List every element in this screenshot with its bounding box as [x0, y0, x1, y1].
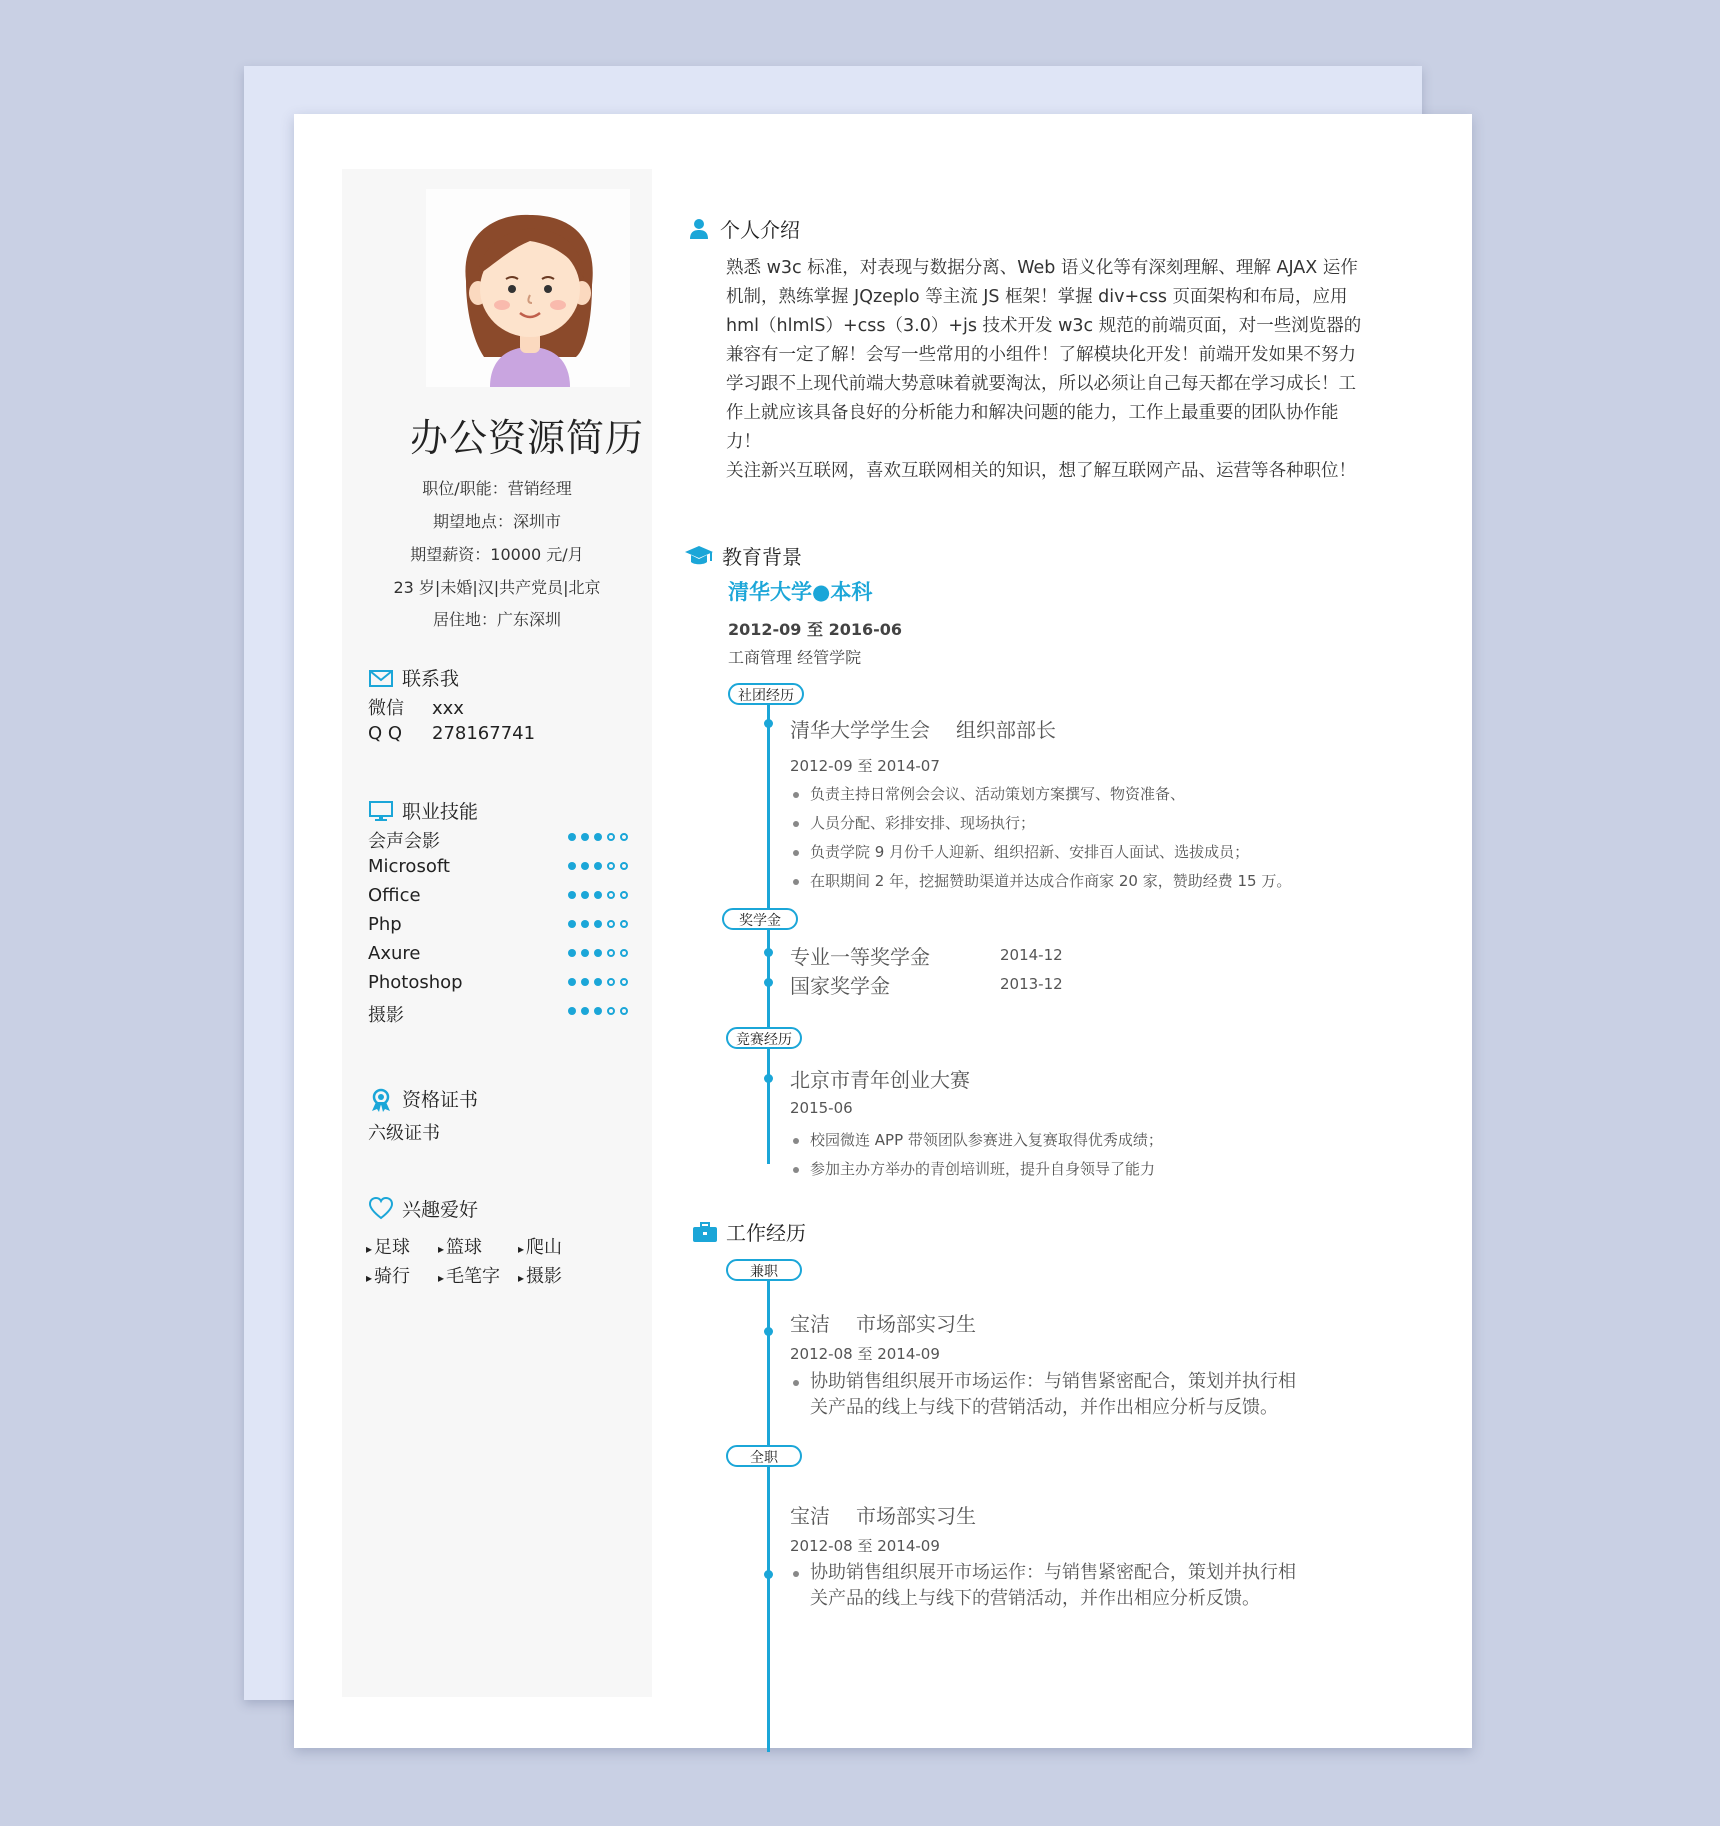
scholarship-date: 2013-12 [1000, 975, 1063, 993]
skill-dot [594, 862, 602, 870]
hobby-item: ▸ 爬山 [518, 1233, 562, 1259]
list-item: 参加主办方举办的青创培训班，提升自身领导了能力 [790, 1155, 1163, 1184]
skill-row [368, 914, 628, 935]
scholarship-name: 国家奖学金 [790, 974, 890, 998]
skills-title: 职业技能 [402, 801, 479, 823]
skill-dot [581, 949, 589, 957]
fulltime-tag: 全职 [726, 1445, 802, 1467]
scholarship-date: 2014-12 [1000, 946, 1063, 964]
work-heading [692, 1217, 806, 1246]
skill-dot [581, 920, 589, 928]
skill-dot [568, 1007, 576, 1015]
club-dates: 2012-09 至 2014-07 [790, 757, 940, 775]
club-tag: 社团经历 [728, 683, 804, 705]
resume-page [294, 114, 1472, 1748]
hobby-item: ▸ 骑行 [366, 1262, 410, 1288]
skill-dot [620, 978, 628, 986]
contact-title: 联系我 [402, 668, 460, 690]
skill-level-dots [568, 891, 628, 899]
skill-level-dots [568, 833, 628, 841]
skill-level-dots [568, 949, 628, 957]
skill-name: Axure [368, 943, 421, 964]
heart-icon [368, 1197, 394, 1221]
skill-dot [594, 920, 602, 928]
hobby-item: ▸ 摄影 [518, 1262, 562, 1288]
timeline-dot [764, 948, 773, 957]
intro-title: 个人介绍 [720, 218, 800, 242]
location-line: 期望地点：深圳市 [432, 512, 561, 531]
skill-dot [594, 833, 602, 841]
scholarship-name: 专业一等奖学金 [790, 945, 930, 969]
intro-heading [686, 214, 800, 243]
resume-name: 办公资源简历 [409, 416, 644, 460]
competition-name: 北京市青年创业大赛 [790, 1068, 970, 1092]
skill-dot [568, 862, 576, 870]
skill-dot [594, 978, 602, 986]
fulltime-dates: 2012-08 至 2014-09 [790, 1537, 940, 1555]
club-bullets [790, 780, 1291, 896]
parttime-dates: 2012-08 至 2014-09 [790, 1345, 940, 1363]
parttime-bullets [790, 1369, 1310, 1421]
list-item: 协助销售组织展开市场运作：与销售紧密配合，策划并执行相关产品的线上与线下的营销活动，并作出相应分析与反馈。 [790, 1369, 1310, 1421]
skill-dot [581, 833, 589, 841]
timeline-dot [764, 719, 773, 728]
timeline-dot [764, 1570, 773, 1579]
skill-dot [620, 920, 628, 928]
fulltime-bullets [790, 1560, 1310, 1612]
contact-wechat [368, 694, 464, 720]
skill-dot [607, 978, 615, 986]
education-title: 教育背景 [722, 545, 802, 569]
education-heading [684, 541, 802, 570]
skill-dot [620, 949, 628, 957]
skill-dot [607, 949, 615, 957]
hobbies-heading [368, 1195, 478, 1222]
salary-line: 期望薪资：10000 元/月 [410, 545, 584, 564]
skill-row [368, 827, 628, 853]
skill-dot [581, 1007, 589, 1015]
list-item: 校园微连 APP 带领团队参赛进入复赛取得优秀成绩； [790, 1126, 1163, 1155]
skill-row [368, 856, 628, 877]
school-name: 清华大学●本科 [728, 580, 873, 604]
skill-dot [594, 1007, 602, 1015]
skill-dot [607, 891, 615, 899]
intro-text [726, 254, 1366, 486]
work-timeline [767, 1272, 770, 1752]
timeline-dot [764, 1074, 773, 1083]
list-item: 人员分配、彩排安排、现场执行； [790, 809, 1291, 838]
skill-dot [594, 891, 602, 899]
skill-dot [620, 891, 628, 899]
skill-name: Microsoft [368, 856, 450, 877]
basic-info-line: 23 岁|未婚|汉|共产党员|北京 [393, 578, 601, 597]
hobby-item: ▸ 足球 [366, 1233, 410, 1259]
skills-heading [368, 797, 478, 824]
parttime-tag: 兼职 [726, 1259, 802, 1281]
club-role: 组织部部长 [956, 718, 1056, 742]
list-item: 协助销售组织展开市场运作：与销售紧密配合，策划并执行相关产品的线上与线下的营销活动，并作出相应分析反馈。 [790, 1560, 1310, 1612]
certificates-title: 资格证书 [402, 1089, 479, 1111]
fulltime-role: 市场部实习生 [856, 1504, 976, 1528]
residence-line: 居住地：广东深圳 [432, 610, 561, 629]
timeline-dot [764, 1327, 773, 1336]
club-title [790, 714, 1056, 743]
skill-dot [620, 1007, 628, 1015]
competition-date: 2015-06 [790, 1099, 853, 1117]
competition-tag: 竞赛经历 [726, 1027, 802, 1049]
mail-icon [368, 666, 394, 690]
fulltime-company: 宝洁 [790, 1504, 830, 1528]
skill-name: 摄影 [368, 1005, 404, 1026]
position-line: 职位/职能：营销经理 [422, 479, 572, 498]
skill-name: Php [368, 914, 402, 935]
contact-label: 微信 [368, 698, 404, 719]
monitor-icon [368, 799, 394, 823]
list-item: 负责主持日常例会会议、活动策划方案撰写、物资准备、 [790, 780, 1291, 809]
graduation-cap-icon [684, 544, 714, 568]
award-ribbon-icon [368, 1087, 394, 1111]
skill-row [368, 972, 628, 993]
skill-dot [568, 891, 576, 899]
contact-value: xxx [432, 698, 464, 719]
person-icon [686, 217, 712, 241]
skill-dot [594, 949, 602, 957]
avatar [426, 189, 630, 387]
sidebar [342, 169, 652, 1697]
timeline-dot [764, 978, 773, 987]
skill-dot [581, 978, 589, 986]
hobby-item: ▸ 毛笔字 [438, 1262, 500, 1288]
intro-paragraph: 熟悉 w3c 标准，对表现与数据分离、Web 语义化等有深刻理解、理解 AJAX 运作机制，熟练掌握 JQzeplo 等主流 JS 框架！掌握 div+css 页面架构和布局，应用 hml（hlmlS）+css（3.0）+js 技术开发 w3c 规范的前端页面，对一些浏览器的兼容有一定了解！会写一些常用的小组件！了解模块化开发！前端开发如果不努力学习跟不上现代前端大势意味着就要淘汰，所以必须让自己每天都在学习成长！工作上就应该具备良好的分析能力和解决问题的能力，工作上最重要的团队协作能力！ [726, 258, 1362, 452]
scholarship-tag: 奖学金 [722, 908, 798, 930]
certificate-item: 六级证书 [368, 1123, 440, 1144]
intro-paragraph: 关注新兴互联网，喜欢互联网相关的知识，想了解互联网产品、运营等各种职位！ [726, 461, 1356, 481]
skill-level-dots [568, 1007, 628, 1015]
parttime-title [790, 1308, 976, 1337]
skill-dot [607, 833, 615, 841]
list-item: 负责学院 9 月份千人迎新、组织招新、安排百人面试、选拔成员； [790, 838, 1291, 867]
competition-bullets [790, 1126, 1163, 1184]
skill-row [368, 885, 628, 906]
education-major: 工商管理 经管学院 [728, 648, 862, 667]
club-org: 清华大学学生会 [790, 718, 930, 742]
contact-value: 278167741 [432, 723, 536, 744]
skill-dot [607, 920, 615, 928]
parttime-company: 宝洁 [790, 1312, 830, 1336]
skill-dot [620, 833, 628, 841]
skill-row [368, 943, 628, 964]
skill-dot [581, 862, 589, 870]
skill-dot [607, 1007, 615, 1015]
skill-name: Photoshop [368, 972, 463, 993]
list-item: 在职期间 2 年，挖掘赞助渠道并达成合作商家 20 家，赞助经费 15 万。 [790, 867, 1291, 896]
skill-dot [568, 833, 576, 841]
skill-level-dots [568, 920, 628, 928]
briefcase-icon [692, 1220, 718, 1244]
hobbies-title: 兴趣爱好 [402, 1199, 479, 1221]
certificates-heading [368, 1085, 478, 1112]
hobby-item: ▸ 篮球 [438, 1233, 482, 1259]
skill-name: 会声会影 [368, 831, 440, 852]
avatar-illustration [426, 189, 630, 387]
skill-dot [568, 920, 576, 928]
skill-dot [568, 978, 576, 986]
skill-dot [581, 891, 589, 899]
skill-dot [607, 862, 615, 870]
skill-dot [620, 862, 628, 870]
skill-dot [568, 949, 576, 957]
skill-row [368, 1001, 628, 1027]
fulltime-title [790, 1500, 976, 1529]
skill-name: Office [368, 885, 421, 906]
skill-level-dots [568, 862, 628, 870]
skill-level-dots [568, 978, 628, 986]
contact-qq [368, 723, 535, 744]
education-dates: 2012-09 至 2016-06 [728, 620, 903, 639]
work-title: 工作经历 [726, 1221, 806, 1245]
contact-label: Q Q [368, 723, 403, 744]
parttime-role: 市场部实习生 [856, 1312, 976, 1336]
contact-heading [368, 664, 459, 691]
